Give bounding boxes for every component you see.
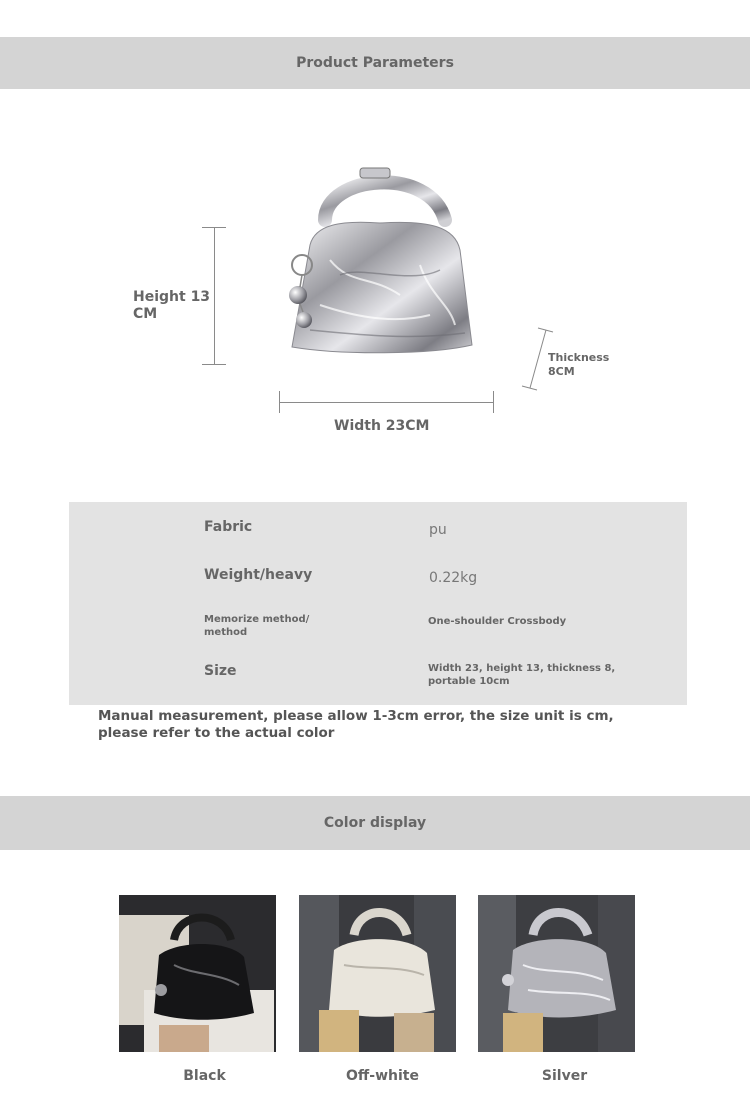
product-parameters-header <box>0 37 750 89</box>
silver-bag-photo <box>478 895 635 1052</box>
param-value-weight: 0.22kg <box>429 570 478 586</box>
param-label-size: Size <box>204 663 237 679</box>
section-title: Color display <box>323 815 427 831</box>
height-dimension-cap-top <box>202 227 226 228</box>
width-dimension-cap-left <box>279 391 280 413</box>
param-label-fabric: Fabric <box>204 519 253 535</box>
section-title: Product Parameters <box>296 55 454 71</box>
color-display-header <box>0 796 750 850</box>
black-bag-photo <box>119 895 276 1052</box>
width-dimension-cap-right <box>493 391 494 413</box>
color-swatch-silver[interactable] <box>478 895 635 1052</box>
width-label: Width 23CM <box>334 418 430 434</box>
color-label-off-white: Off-white <box>346 1068 419 1084</box>
height-label: Height 13 CM <box>133 289 211 322</box>
color-label-silver: Silver <box>541 1068 588 1084</box>
height-dimension-cap-bottom <box>202 364 226 365</box>
silver-bag-image <box>280 165 480 360</box>
off-white-bag-photo <box>299 895 456 1052</box>
param-value-carry-method: One-shoulder Crossbody <box>428 616 567 627</box>
param-value-size: Width 23, height 13, thickness 8, portable 10cm <box>428 663 616 687</box>
color-label-black: Black <box>183 1068 226 1084</box>
measurement-note: Manual measurement, please allow 1-3cm error, the size unit is cm, please refer to the actual color <box>98 708 614 741</box>
param-label-weight: Weight/heavy <box>204 567 313 583</box>
parameter-table <box>69 502 687 705</box>
param-label-carry-method: Memorize method/ method <box>204 614 310 638</box>
width-dimension-line <box>279 402 494 403</box>
height-dimension-line <box>214 227 215 365</box>
color-swatch-black[interactable] <box>119 895 276 1052</box>
color-swatch-off-white[interactable] <box>299 895 456 1052</box>
thickness-label: Thickness 8CM <box>548 351 610 378</box>
param-value-fabric: pu <box>429 522 447 538</box>
